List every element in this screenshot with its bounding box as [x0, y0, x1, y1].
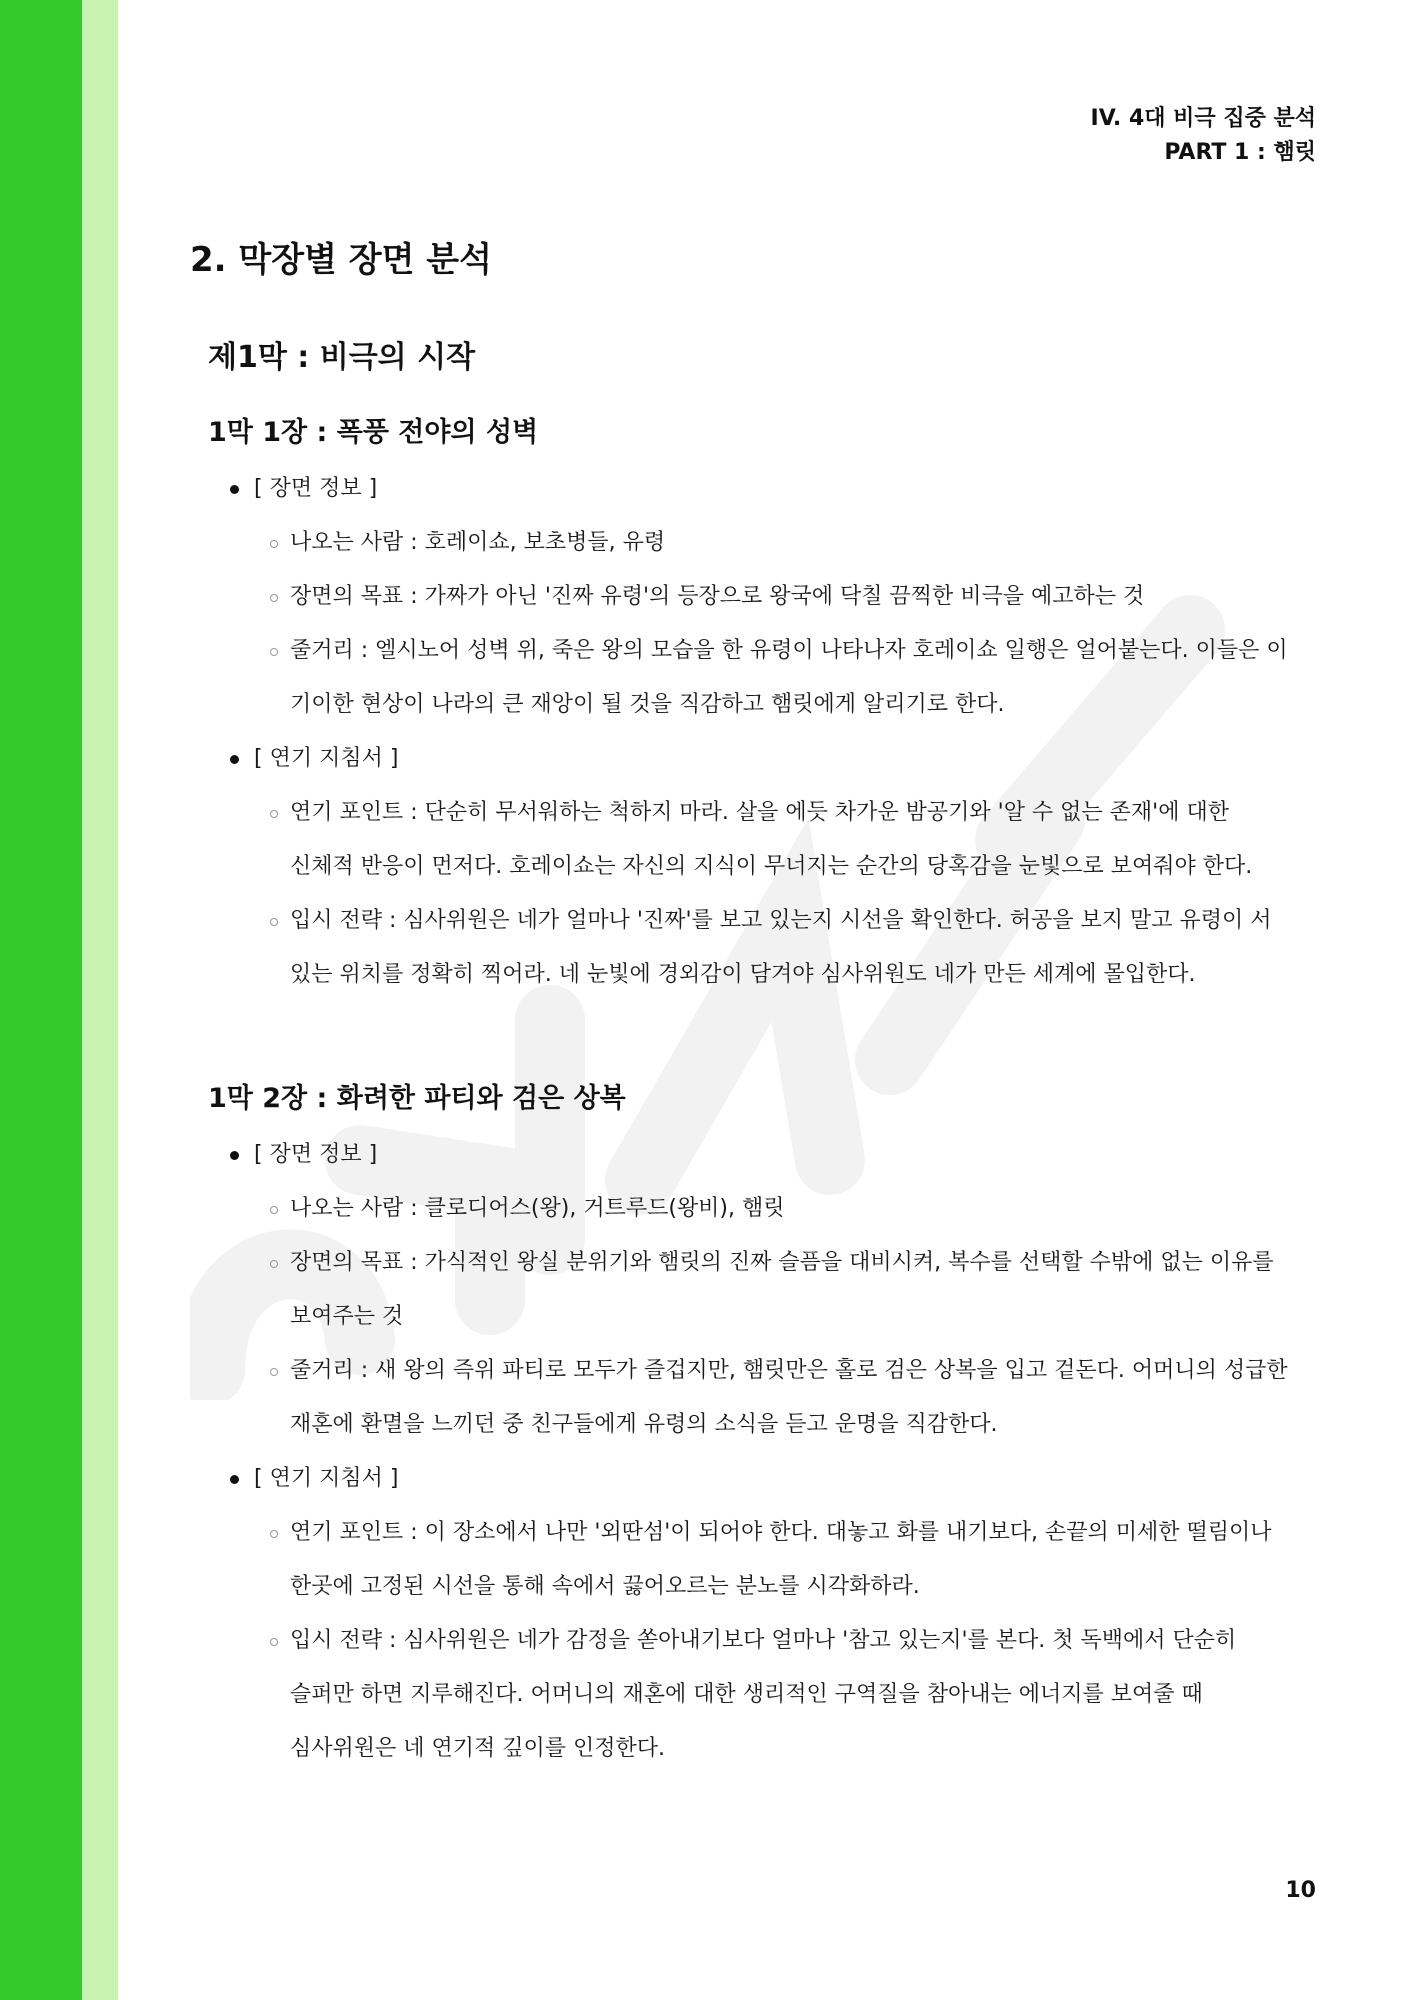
scene-info-item: 장면의 목표 : 가식적인 왕실 분위기와 햄릿의 진짜 슬픔을 대비시켜, 복수를 선택할 수밖에 없는 이유를 보여주는 것 [228, 1236, 1288, 1344]
sidebar-accent-bar-light [82, 0, 118, 2000]
section-title: 2. 막장별 장면 분석 [190, 240, 492, 280]
acting-guide-item: 입시 전략 : 심사위원은 네가 얼마나 '진짜'를 보고 있는지 시선을 확인한다. 허공을 보지 말고 유령이 서 있는 위치를 정확히 찍어라. 네 눈빛에 경외감이 담겨야 심사위원도 네가 만든 세계에 몰입한다. [228, 894, 1288, 1002]
scene-body [228, 1128, 1288, 1776]
scene-title: 1막 1장 : 폭풍 전야의 성벽 [208, 417, 539, 448]
scene-info-item: 장면의 목표 : 가짜가 아닌 '진짜 유령'의 등장으로 왕국에 닥칠 끔찍한 비극을 예고하는 것 [228, 570, 1288, 624]
scene-info-label: [ 장면 정보 ] [228, 462, 1288, 516]
acting-guide-item: 연기 포인트 : 단순히 무서워하는 척하지 마라. 살을 에듯 차가운 밤공기와 '알 수 없는 존재'에 대한 신체적 반응이 먼저다. 호레이쇼는 자신의 지식이 무너지는 순간의 당혹감을 눈빛으로 보여줘야 한다. [228, 786, 1288, 894]
acting-guide-item: 연기 포인트 : 이 장소에서 나만 '외딴섬'이 되어야 한다. 대놓고 화를 내기보다, 손끝의 미세한 떨림이나 한곳에 고정된 시선을 통해 속에서 끓어오르는 분노를 시각화하라. [228, 1506, 1288, 1614]
scene-info-label: [ 장면 정보 ] [228, 1128, 1288, 1182]
header-part: PART 1 : 햄릿 [1164, 140, 1316, 165]
act-title: 제1막 : 비극의 시작 [208, 340, 476, 375]
running-header [1091, 102, 1316, 170]
scene-title: 1막 2장 : 화려한 파티와 검은 상복 [208, 1083, 626, 1114]
scene-body [228, 462, 1288, 1002]
header-chapter: IV. 4대 비극 집중 분석 [1090, 106, 1316, 131]
scene-info-item: 줄거리 : 엘시노어 성벽 위, 죽은 왕의 모습을 한 유령이 나타나자 호레이쇼 일행은 얼어붙는다. 이들은 이 기이한 현상이 나라의 큰 재앙이 될 것을 직감하고 햄릿에게 알리기로 한다. [228, 624, 1288, 732]
scene-info-item: 나오는 사람 : 클로디어스(왕), 거트루드(왕비), 햄릿 [228, 1182, 1288, 1236]
acting-guide-item: 입시 전략 : 심사위원은 네가 감정을 쏟아내기보다 얼마나 '참고 있는지'를 본다. 첫 독백에서 단순히 슬퍼만 하면 지루해진다. 어머니의 재혼에 대한 생리적인 구역질을 참아내는 에너지를 보여줄 때 심사위원은 네 연기적 깊이를 인정한다. [228, 1614, 1288, 1776]
acting-guide-label: [ 연기 지침서 ] [228, 1452, 1288, 1506]
sidebar-accent-bar [0, 0, 82, 2000]
page-number: 10 [1285, 1878, 1316, 1903]
scene-info-item: 줄거리 : 새 왕의 즉위 파티로 모두가 즐겁지만, 햄릿만은 홀로 검은 상복을 입고 겉돈다. 어머니의 성급한 재혼에 환멸을 느끼던 중 친구들에게 유령의 소식을 듣고 운명을 직감한다. [228, 1344, 1288, 1452]
scene-info-item: 나오는 사람 : 호레이쇼, 보초병들, 유령 [228, 516, 1288, 570]
acting-guide-label: [ 연기 지침서 ] [228, 732, 1288, 786]
